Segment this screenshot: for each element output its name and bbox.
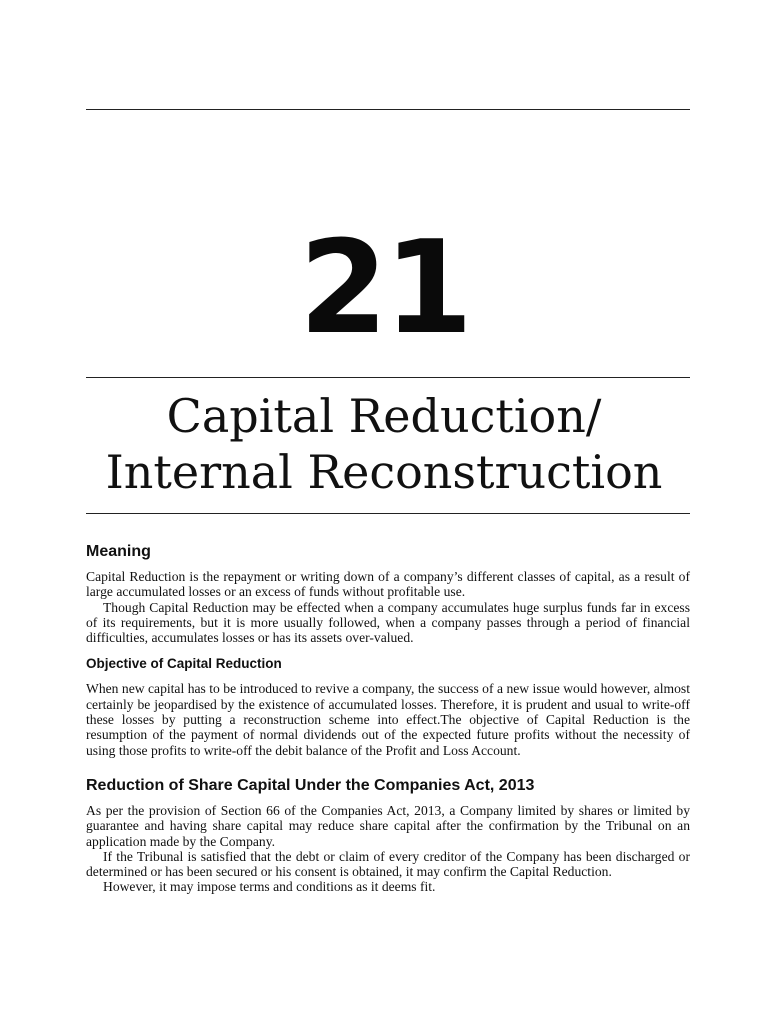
chapter-number: 21 [298, 214, 470, 363]
reduction-paragraph-3: However, it may impose terms and conditions as it deems fit. [103, 879, 436, 895]
meaning-paragraph-2: Though Capital Reduction may be effected when a company accumulates huge surplus funds far in excess of its requirements, but it is more usually followed, when a company passes through a period of financial difficulties, accumulates losses or has its assets over-valued. [86, 599, 690, 646]
title-bottom-divider [86, 513, 690, 514]
meaning-heading: Meaning [86, 543, 151, 560]
chapter-title [0, 388, 768, 500]
chapter-title-line-1: Capital Reduction/ [166, 389, 602, 443]
objective-paragraph: When new capital has to be introduced to revive a company, the success of a new issue would however, almost certainly be jeopardised by the existence of accumulated losses. Therefore, it is prudent and usual to write-off these losses by putting a reconstruction scheme into effect.The objective of Capital Reduction is the resumption of the payment of normal dividends out of the expected future profits without the necessity of using those profits to write-off the debit balance of the Profit and Loss Account. [86, 681, 690, 758]
reduction-paragraph-1: As per the provision of Section 66 of the Companies Act, 2013, a Company limited by shares or limited by guarantee and having share capital may reduce share capital after the confirmation by the Tribunal on an application made by the Company. [86, 802, 690, 849]
title-top-divider [86, 377, 690, 378]
chapter-body [86, 542, 690, 895]
objective-heading: Objective of Capital Reduction [86, 656, 282, 672]
meaning-paragraph-1: Capital Reduction is the repayment or writing down of a company’s different classes of capital, as a result of large accumulated losses or an excess of funds without profitable use. [86, 569, 690, 600]
reduction-paragraph-2: If the Tribunal is satisfied that the debt or claim of every creditor of the Company has been discharged or determined or has been secured or his consent is obtained, it may confirm the Capital Reduction. [86, 848, 690, 880]
reduction-heading: Reduction of Share Capital Under the Companies Act, 2013 [86, 776, 535, 794]
chapter-title-line-2: Internal Reconstruction [105, 445, 663, 499]
top-divider [86, 109, 690, 110]
